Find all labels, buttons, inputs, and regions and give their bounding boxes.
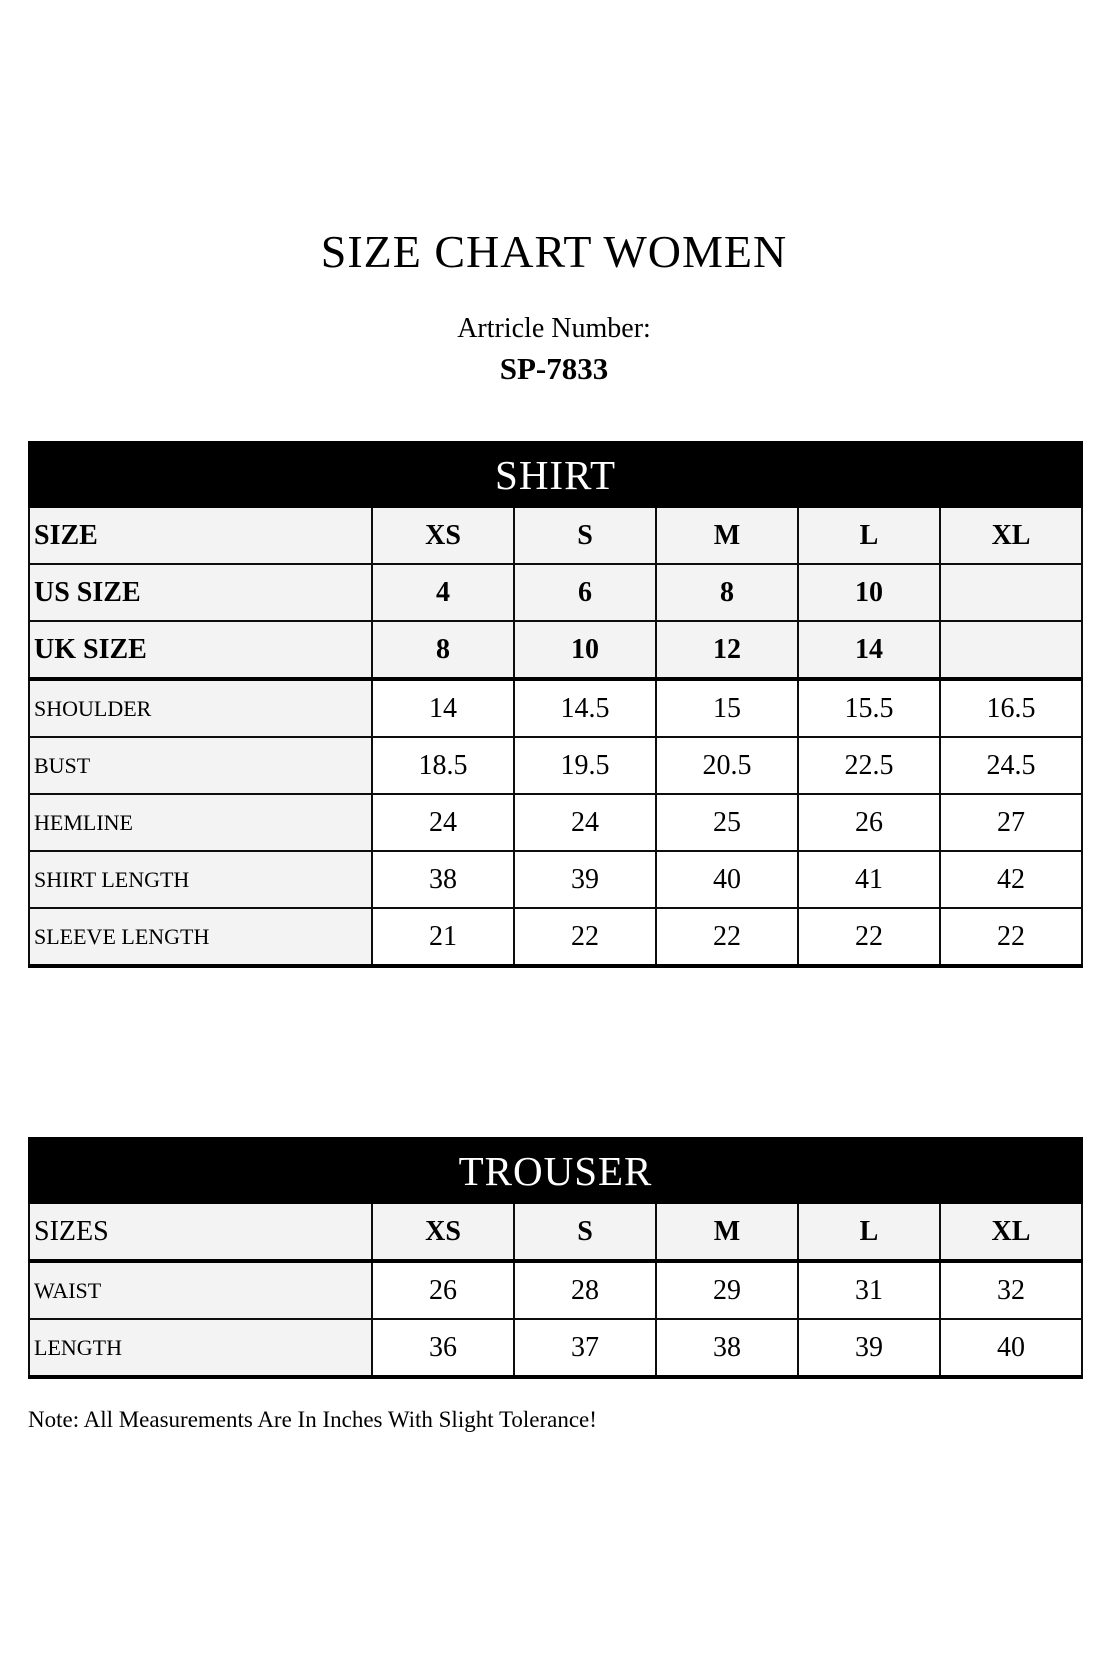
cell-value: 14 — [798, 621, 940, 679]
cell-value: 25 — [656, 794, 798, 851]
cell-value: 39 — [514, 851, 656, 908]
trouser-size-table — [28, 1137, 1083, 1379]
cell-value: 18.5 — [372, 737, 514, 794]
table-row-waist — [29, 1261, 1082, 1319]
size-column-header: M — [656, 507, 798, 564]
cell-value: 22 — [514, 908, 656, 966]
cell-value: 22.5 — [798, 737, 940, 794]
cell-value: 37 — [514, 1319, 656, 1377]
table-row-shoulder — [29, 679, 1082, 737]
cell-value: 10 — [514, 621, 656, 679]
cell-value: 4 — [372, 564, 514, 621]
row-label: BUST — [29, 737, 372, 794]
cell-value: 15.5 — [798, 679, 940, 737]
trouser-table-header-row — [29, 1138, 1082, 1203]
cell-value: 36 — [372, 1319, 514, 1377]
table-row-bust — [29, 737, 1082, 794]
row-label: US SIZE — [29, 564, 372, 621]
cell-value: 24 — [514, 794, 656, 851]
table-row-size — [29, 507, 1082, 564]
article-number-value: SP-7833 — [499, 351, 609, 387]
cell-value: 41 — [798, 851, 940, 908]
cell-value: 24 — [372, 794, 514, 851]
cell-value: 28 — [514, 1261, 656, 1319]
cell-value: 27 — [940, 794, 1082, 851]
cell-value: 31 — [798, 1261, 940, 1319]
row-label: SHOULDER — [29, 679, 372, 737]
cell-value: 32 — [940, 1261, 1082, 1319]
trouser-table-title: TROUSER — [29, 1138, 1082, 1203]
table-row-sizes — [29, 1203, 1082, 1261]
cell-value: 15 — [656, 679, 798, 737]
table-row-uk-size — [29, 621, 1082, 679]
cell-value: 22 — [656, 908, 798, 966]
page-title: SIZE CHART WOMEN — [320, 226, 788, 277]
row-label: SLEEVE LENGTH — [29, 908, 372, 966]
cell-value: 10 — [798, 564, 940, 621]
cell-value: 29 — [656, 1261, 798, 1319]
table-row-hemline — [29, 794, 1082, 851]
table-row-length — [29, 1319, 1082, 1377]
cell-value: 24.5 — [940, 737, 1082, 794]
cell-value: 8 — [372, 621, 514, 679]
cell-value: 26 — [798, 794, 940, 851]
cell-value: 26 — [372, 1261, 514, 1319]
size-column-header: S — [514, 507, 656, 564]
cell-value-empty — [940, 621, 1082, 679]
row-label: SIZES — [29, 1203, 372, 1261]
size-column-header: XS — [372, 507, 514, 564]
row-label: SHIRT LENGTH — [29, 851, 372, 908]
cell-value: 22 — [798, 908, 940, 966]
cell-value: 19.5 — [514, 737, 656, 794]
cell-value: 40 — [656, 851, 798, 908]
cell-value: 12 — [656, 621, 798, 679]
heading-block — [28, 0, 1080, 386]
cell-value: 14.5 — [514, 679, 656, 737]
row-label: LENGTH — [29, 1319, 372, 1377]
row-label: SIZE — [29, 507, 372, 564]
shirt-table-header-row — [29, 442, 1082, 507]
row-label: UK SIZE — [29, 621, 372, 679]
table-row-us-size — [29, 564, 1082, 621]
cell-value: 20.5 — [656, 737, 798, 794]
size-column-header: XL — [940, 507, 1082, 564]
document-page — [28, 0, 1080, 1433]
size-column-header: L — [798, 507, 940, 564]
cell-value: 40 — [940, 1319, 1082, 1377]
article-number-label: Artricle Number: — [457, 313, 651, 345]
size-column-header: XL — [940, 1203, 1082, 1261]
row-label: HEMLINE — [29, 794, 372, 851]
measurement-note: Note: All Measurements Are In Inches With Slight Tolerance! — [28, 1407, 597, 1433]
cell-value: 38 — [372, 851, 514, 908]
size-column-header: XS — [372, 1203, 514, 1261]
cell-value: 16.5 — [940, 679, 1082, 737]
cell-value: 38 — [656, 1319, 798, 1377]
cell-value-empty — [940, 564, 1082, 621]
cell-value: 8 — [656, 564, 798, 621]
cell-value: 42 — [940, 851, 1082, 908]
size-column-header: M — [656, 1203, 798, 1261]
table-row-sleeve-length — [29, 908, 1082, 966]
cell-value: 39 — [798, 1319, 940, 1377]
size-column-header: S — [514, 1203, 656, 1261]
table-row-shirt-length — [29, 851, 1082, 908]
shirt-size-table — [28, 441, 1083, 968]
cell-value: 6 — [514, 564, 656, 621]
shirt-table-title: SHIRT — [29, 442, 1082, 507]
size-column-header: L — [798, 1203, 940, 1261]
cell-value: 22 — [940, 908, 1082, 966]
cell-value: 21 — [372, 908, 514, 966]
cell-value: 14 — [372, 679, 514, 737]
row-label: WAIST — [29, 1261, 372, 1319]
